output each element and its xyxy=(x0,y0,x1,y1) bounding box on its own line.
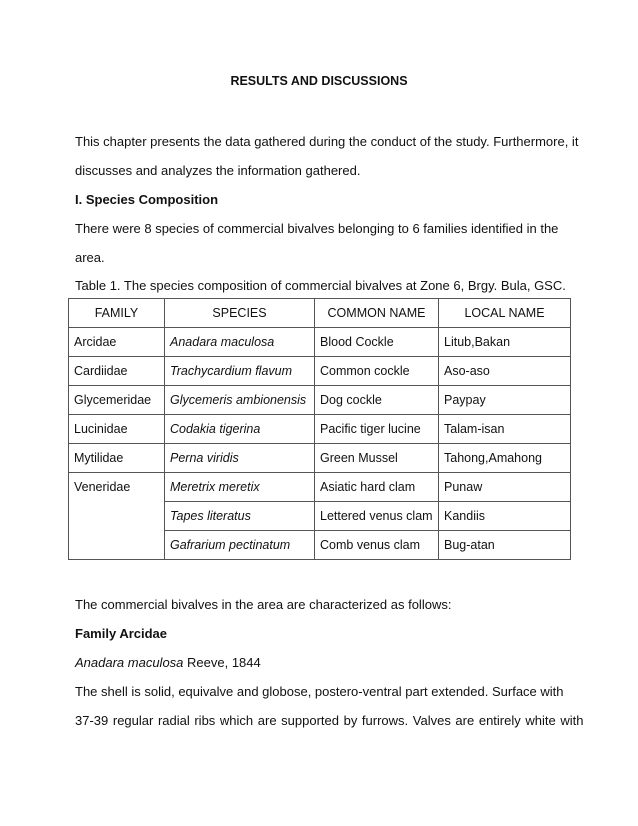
header-family: FAMILY xyxy=(69,299,165,328)
table-row xyxy=(69,502,571,531)
table-row xyxy=(69,415,571,444)
species-cell: Codakia tigerina xyxy=(165,415,315,444)
species-cell: Tapes literatus xyxy=(165,502,315,531)
family-cell xyxy=(69,502,165,531)
description-line-1: The shell is solid, equivalve and globose, postero-ventral part extended. Surface with xyxy=(75,684,564,699)
species-cell: Anadara maculosa xyxy=(165,328,315,357)
family-cell: Mytilidae xyxy=(69,444,165,473)
local-name-cell: Kandiis xyxy=(439,502,571,531)
local-name-cell: Paypay xyxy=(439,386,571,415)
header-local-name: LOCAL NAME xyxy=(439,299,571,328)
table-caption: Table 1. The species composition of commercial bivalves at Zone 6, Brgy. Bula, GSC. xyxy=(75,278,566,293)
common-name-cell: Pacific tiger lucine xyxy=(315,415,439,444)
family-cell: Lucinidae xyxy=(69,415,165,444)
species-cell: Trachycardium flavum xyxy=(165,357,315,386)
table-row xyxy=(69,386,571,415)
description-line-2: 37-39 regular radial ribs which are supported by furrows. Valves are entirely white with xyxy=(75,713,584,728)
common-name-cell: Common cockle xyxy=(315,357,439,386)
local-name-cell: Talam-isan xyxy=(439,415,571,444)
species-cell: Meretrix meretix xyxy=(165,473,315,502)
local-name-cell: Tahong,Amahong xyxy=(439,444,571,473)
common-name-cell: Comb venus clam xyxy=(315,531,439,560)
section-heading: I. Species Composition xyxy=(75,192,219,207)
species-table xyxy=(68,298,571,560)
table-row xyxy=(69,531,571,560)
family-heading: Family Arcidae xyxy=(75,626,168,641)
species-cell: Glycemeris ambionensis xyxy=(165,386,315,415)
table-row xyxy=(69,328,571,357)
family-cell xyxy=(69,531,165,560)
table-row xyxy=(69,444,571,473)
section-text-line-1: There were 8 species of commercial bivalves belonging to 6 families identified in the xyxy=(75,221,559,236)
header-common-name: COMMON NAME xyxy=(315,299,439,328)
species-cell: Gafrarium pectinatum xyxy=(165,531,315,560)
species-heading xyxy=(75,655,261,670)
table-row xyxy=(69,357,571,386)
family-cell: Arcidae xyxy=(69,328,165,357)
species-name: Anadara maculosa xyxy=(75,655,184,670)
table-header-row xyxy=(69,299,571,328)
header-species: SPECIES xyxy=(165,299,315,328)
family-cell: Glycemeridae xyxy=(69,386,165,415)
local-name-cell: Punaw xyxy=(439,473,571,502)
common-name-cell: Lettered venus clam xyxy=(315,502,439,531)
species-author: Reeve, 1844 xyxy=(183,655,261,670)
common-name-cell: Dog cockle xyxy=(315,386,439,415)
family-cell: Veneridae xyxy=(69,473,165,502)
local-name-cell: Aso-aso xyxy=(439,357,571,386)
section-text-line-2: area. xyxy=(75,250,105,265)
species-cell: Perna viridis xyxy=(165,444,315,473)
family-cell: Cardiidae xyxy=(69,357,165,386)
common-name-cell: Blood Cockle xyxy=(315,328,439,357)
page-title: RESULTS AND DISCUSSIONS xyxy=(230,74,408,88)
table-row xyxy=(69,473,571,502)
local-name-cell: Litub,Bakan xyxy=(439,328,571,357)
intro-line-2: discusses and analyzes the information gathered. xyxy=(75,163,361,178)
local-name-cell: Bug-atan xyxy=(439,531,571,560)
common-name-cell: Green Mussel xyxy=(315,444,439,473)
common-name-cell: Asiatic hard clam xyxy=(315,473,439,502)
characterization-intro: The commercial bivalves in the area are characterized as follows: xyxy=(75,597,452,612)
intro-line-1: This chapter presents the data gathered during the conduct of the study. Furthermore, it xyxy=(75,134,579,149)
